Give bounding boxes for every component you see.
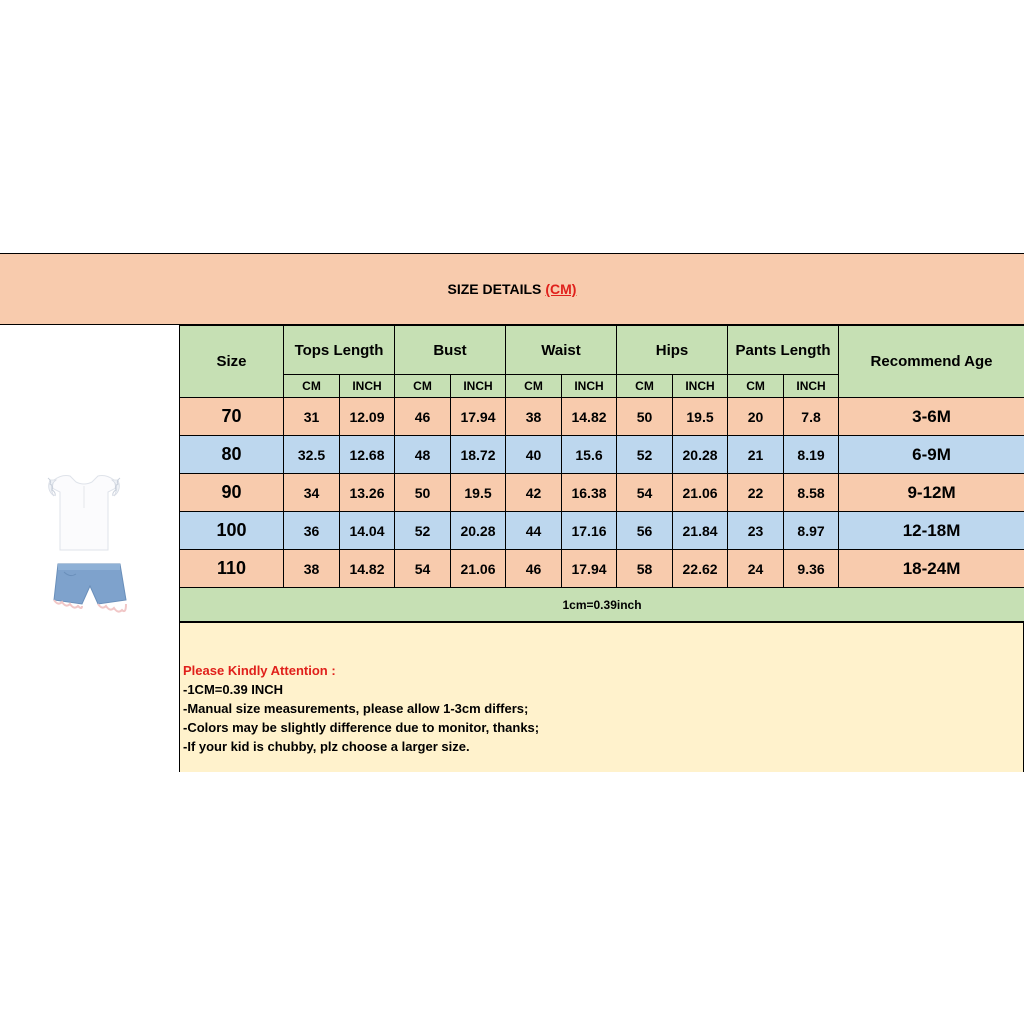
cm-value-cell: 34: [284, 474, 340, 512]
inch-value-cell: 17.16: [562, 512, 617, 550]
banner-title: SIZE DETAILS: [447, 281, 542, 297]
cm-value-cell: 38: [284, 550, 340, 588]
white-top-image: [48, 476, 120, 551]
cm-value-cell: 31: [284, 398, 340, 436]
inch-value-cell: 17.94: [451, 398, 506, 436]
cm-value-cell: 58: [617, 550, 673, 588]
inch-value-cell: 12.68: [340, 436, 395, 474]
cm-value-cell: 54: [617, 474, 673, 512]
size-row: [180, 474, 1024, 512]
inch-subheader: INCH: [673, 375, 728, 398]
cm-value-cell: 46: [506, 550, 562, 588]
size-chart-table: [179, 325, 1024, 622]
inch-value-cell: 21.06: [673, 474, 728, 512]
inch-value-cell: 13.26: [340, 474, 395, 512]
inch-subheader: INCH: [451, 375, 506, 398]
cm-subheader: CM: [617, 375, 673, 398]
inch-value-cell: 14.04: [340, 512, 395, 550]
age-cell: 12-18M: [839, 512, 1024, 550]
cm-value-cell: 52: [617, 436, 673, 474]
cm-value-cell: 44: [506, 512, 562, 550]
size-cell: 100: [180, 512, 284, 550]
age-cell: 6-9M: [839, 436, 1024, 474]
inch-value-cell: 8.19: [784, 436, 839, 474]
group-header: Bust: [395, 326, 506, 375]
inch-value-cell: 12.09: [340, 398, 395, 436]
inch-value-cell: 20.28: [673, 436, 728, 474]
denim-shorts-image: [54, 564, 126, 612]
size-row: [180, 436, 1024, 474]
cm-value-cell: 56: [617, 512, 673, 550]
age-cell: 18-24M: [839, 550, 1024, 588]
inch-value-cell: 8.97: [784, 512, 839, 550]
cm-value-cell: 42: [506, 474, 562, 512]
cm-value-cell: 21: [728, 436, 784, 474]
age-header: Recommend Age: [839, 326, 1024, 398]
inch-subheader: INCH: [784, 375, 839, 398]
age-cell: 3-6M: [839, 398, 1024, 436]
attention-line: -1CM=0.39 INCH: [183, 682, 284, 697]
inch-value-cell: 22.62: [673, 550, 728, 588]
cm-value-cell: 24: [728, 550, 784, 588]
attention-note: [179, 622, 1024, 772]
banner-unit: (CM): [545, 281, 577, 297]
size-row: [180, 550, 1024, 588]
inch-value-cell: 7.8: [784, 398, 839, 436]
cm-value-cell: 46: [395, 398, 451, 436]
group-header: Hips: [617, 326, 728, 375]
size-header: Size: [180, 326, 284, 398]
cm-subheader: CM: [395, 375, 451, 398]
cm-value-cell: 38: [506, 398, 562, 436]
inch-value-cell: 18.72: [451, 436, 506, 474]
inch-value-cell: 9.36: [784, 550, 839, 588]
size-cell: 70: [180, 398, 284, 436]
inch-value-cell: 16.38: [562, 474, 617, 512]
size-row: [180, 398, 1024, 436]
attention-line: -Colors may be slightly difference due to monitor, thanks;: [183, 720, 540, 735]
cm-value-cell: 40: [506, 436, 562, 474]
cm-value-cell: 23: [728, 512, 784, 550]
cm-value-cell: 32.5: [284, 436, 340, 474]
inch-value-cell: 21.84: [673, 512, 728, 550]
group-header: Waist: [506, 326, 617, 375]
size-cell: 90: [180, 474, 284, 512]
attention-title: Please Kindly Attention :: [183, 663, 336, 678]
conversion-row: [180, 588, 1024, 622]
size-cell: 110: [180, 550, 284, 588]
cm-value-cell: 22: [728, 474, 784, 512]
cm-value-cell: 20: [728, 398, 784, 436]
cm-value-cell: 52: [395, 512, 451, 550]
cm-subheader: CM: [728, 375, 784, 398]
inch-value-cell: 19.5: [673, 398, 728, 436]
attention-line: -If your kid is chubby, plz choose a larger size.: [183, 739, 470, 754]
inch-value-cell: 20.28: [451, 512, 506, 550]
cm-subheader: CM: [284, 375, 340, 398]
conversion-note: 1cm=0.39inch: [180, 588, 1024, 622]
age-cell: 9-12M: [839, 474, 1024, 512]
cm-value-cell: 48: [395, 436, 451, 474]
size-details-banner: [0, 253, 1024, 325]
inch-value-cell: 21.06: [451, 550, 506, 588]
cm-subheader: CM: [506, 375, 562, 398]
inch-value-cell: 17.94: [562, 550, 617, 588]
inch-value-cell: 8.58: [784, 474, 839, 512]
inch-value-cell: 15.6: [562, 436, 617, 474]
size-cell: 80: [180, 436, 284, 474]
header-row: [180, 326, 1024, 375]
group-header: Tops Length: [284, 326, 395, 375]
inch-subheader: INCH: [340, 375, 395, 398]
attention-line: -Manual size measurements, please allow 1-3cm differs;: [183, 701, 529, 716]
cm-value-cell: 36: [284, 512, 340, 550]
cm-value-cell: 54: [395, 550, 451, 588]
inch-value-cell: 19.5: [451, 474, 506, 512]
product-image: [40, 468, 150, 628]
group-header: Pants Length: [728, 326, 839, 375]
inch-subheader: INCH: [562, 375, 617, 398]
inch-value-cell: 14.82: [562, 398, 617, 436]
cm-value-cell: 50: [617, 398, 673, 436]
cm-value-cell: 50: [395, 474, 451, 512]
size-row: [180, 512, 1024, 550]
inch-value-cell: 14.82: [340, 550, 395, 588]
